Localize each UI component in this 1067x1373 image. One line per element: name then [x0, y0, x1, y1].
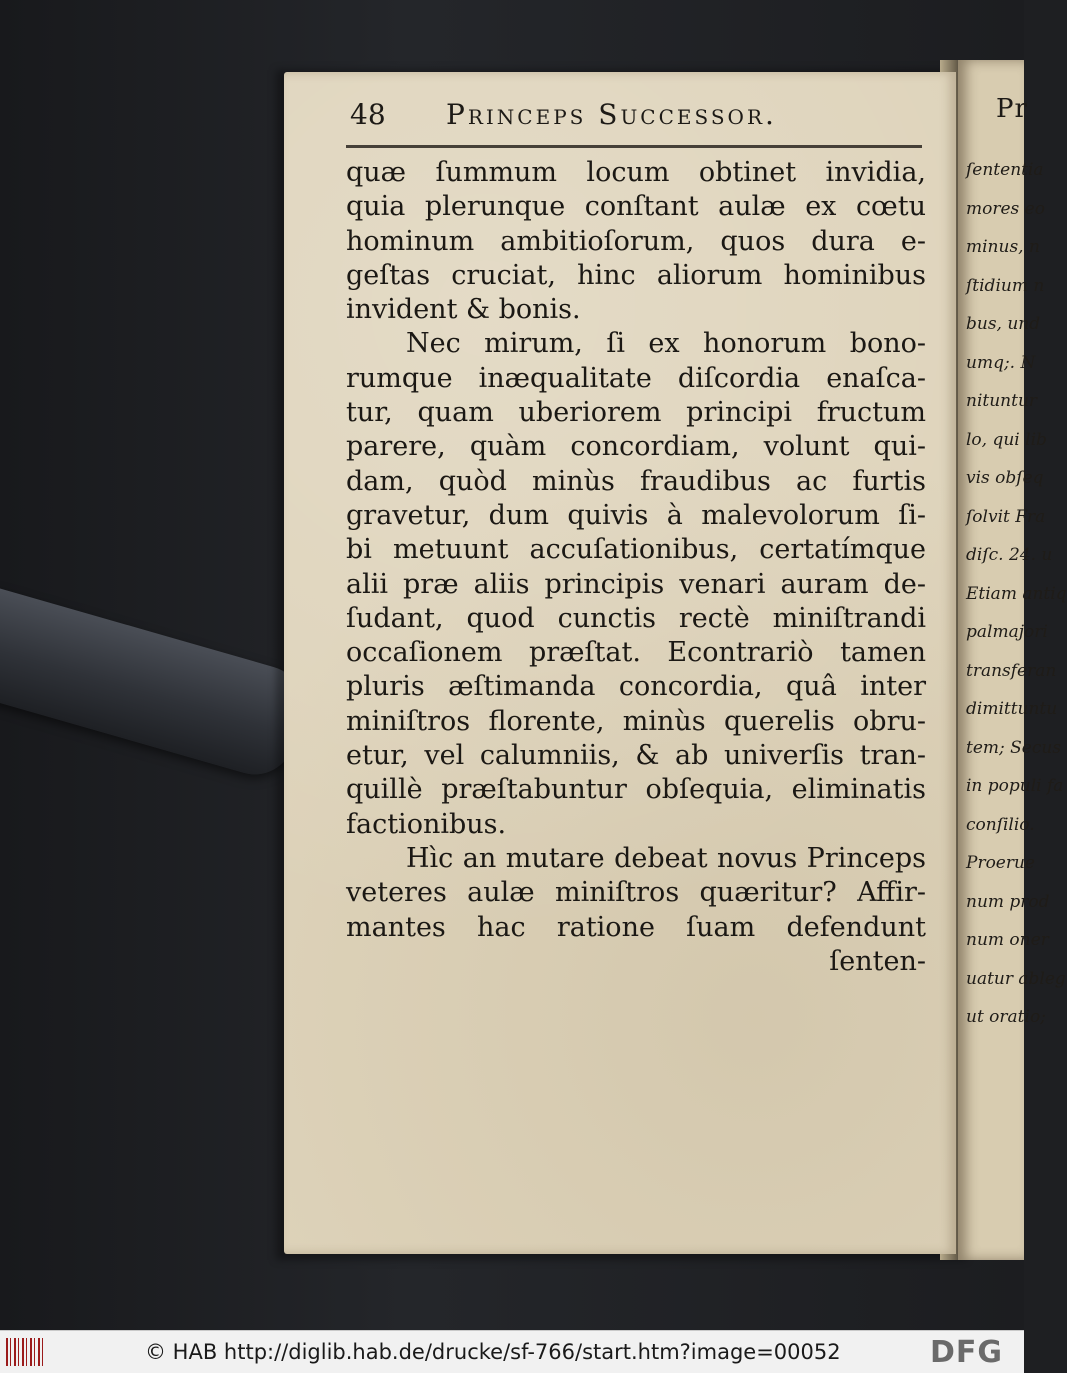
text-line: pluris æſtimanda concordia, quâ inter [346, 671, 926, 703]
text-line: mantes hac ratione ſuam defendunt [346, 911, 926, 943]
text-line: factionibus. [346, 808, 507, 840]
facing-text-line: bus, und [966, 314, 1041, 334]
facing-text-line: transferan [966, 660, 1057, 681]
facing-text-line: lo, qui lib [966, 429, 1047, 450]
facing-text-line: Etiam antiq [966, 583, 1067, 604]
text-line: parere, quàm concordiam, volunt qui- [346, 431, 926, 463]
facing-text-line: uatur ableg [966, 968, 1066, 989]
header-rule [346, 145, 922, 148]
facing-text-line: ſolvit Fra [966, 506, 1046, 527]
facing-text-line: num oner [966, 930, 1049, 950]
text-line: miniſtros florente, minùs querelis obru- [346, 705, 926, 737]
text-line: hominum ambitioſorum, quos dura e- [346, 225, 926, 257]
facing-text-line: nituntur [966, 391, 1038, 411]
text-line: veteres aulæ miniſtros quæritur? Affir- [346, 877, 926, 909]
text-line: Nec mirum, ſi ex honorum bono- [406, 328, 926, 360]
text-line: geſtas cruciat, hinc aliorum hominibus [346, 259, 926, 291]
text-line: gravetur, dum quivis à malevolorum ſi- [346, 499, 926, 531]
facing-text-line: dimittuntu [966, 699, 1058, 719]
text-line: dam, quòd minùs fraudibus ac furtis [346, 465, 926, 497]
facing-page [958, 60, 1067, 1260]
running-head [350, 98, 930, 138]
text-line: rumque inæqualitate diſcordia enaſca- [346, 362, 926, 394]
text-line: bi metuunt accuſationibus, certatímque [346, 534, 926, 566]
facing-text-line: num prod [966, 891, 1050, 912]
facing-text-line: in populi fa [966, 776, 1064, 796]
text-line: quillè præſtabuntur obſequia, eliminatis [346, 774, 926, 806]
facing-text-line: ſtidium n [966, 275, 1045, 296]
page-body-text [346, 156, 926, 979]
text-line: invident & bonis. [346, 294, 581, 326]
facing-text-line: minus, n [966, 237, 1040, 257]
facing-text-line: palmajori [966, 622, 1048, 642]
text-line: tur, quam uberiorem principi fructum [346, 397, 926, 429]
footer-citation: © HAB http://diglib.hab.de/drucke/sf-766/start.htm?image=00052 [145, 1340, 841, 1364]
facing-running-head: Pr [996, 94, 1028, 124]
text-line: occaſionem præſtat. Econtrariò tamen [346, 637, 926, 669]
hab-logo-icon [6, 1338, 46, 1366]
facing-text-line: mores eo [966, 198, 1045, 219]
text-line: quia plerunque conſtant aulæ ex cœtu [346, 191, 926, 223]
facing-text-line: conſilio. [966, 814, 1035, 835]
facing-text-line: ut oratio; [966, 1007, 1046, 1027]
page-number: 48 [350, 98, 386, 131]
footer-bar [0, 1330, 1024, 1373]
facing-text-line: Proerue [966, 853, 1035, 873]
facing-text-line: umq;. N [966, 352, 1036, 373]
facing-text-line: diſc. 24. u [966, 545, 1053, 565]
dfg-logo: DFG [930, 1335, 1004, 1370]
catchword: ſenten- [829, 945, 926, 977]
text-line: etur, vel calumniis, & ab univerſis tran- [346, 740, 926, 772]
facing-text-line: ſententia [966, 160, 1044, 180]
text-line: ſudant, quod cunctis rectè miniſtrandi [346, 602, 926, 634]
text-line: alii præ aliis principis venari auram de- [346, 568, 926, 600]
facing-text-line: tem; Secus [966, 737, 1062, 758]
facing-text-line: vis obſeq [966, 468, 1044, 488]
text-line: Hìc an mutare debeat novus Princeps [406, 842, 926, 874]
running-head-title: Princeps Successor. [446, 98, 777, 131]
text-line: quæ ſummum locum obtinet invidia, [346, 157, 926, 188]
